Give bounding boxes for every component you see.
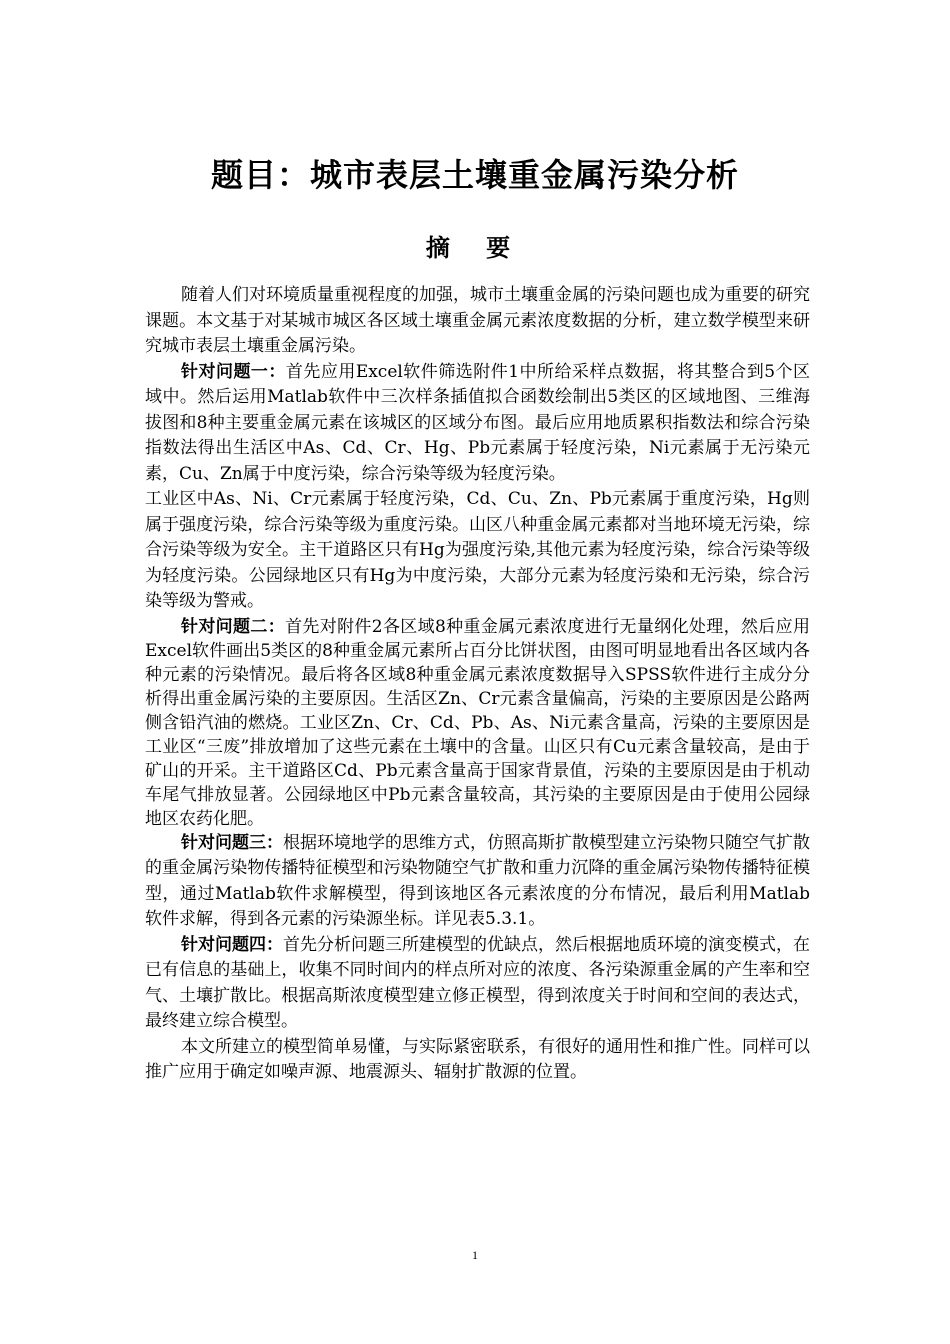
question-2-paragraph — [145, 615, 810, 831]
question-4-paragraph — [145, 933, 810, 1035]
abstract-heading: 摘 要 — [425, 234, 525, 262]
page-number: 1 — [472, 1248, 478, 1262]
question-1-lead: 针对问题一： — [181, 361, 286, 382]
question-1-paragraph — [145, 360, 810, 488]
question-4-lead: 针对问题四： — [181, 934, 283, 955]
intro-paragraph: 随着人们对环境质量重视程度的加强，城市土壤重金属的污染问题也成为重要的研究课题。本文基于对某城市城区各区域土壤重金属元素浓度数据的分析，建立数学模型来研究城市表层土壤重金属污染。 — [145, 285, 810, 356]
question-2-text: 首先对附件2各区域8种重金属元素浓度进行无量纲化处理，然后应用Excel软件画出5类区的8种重金属元素所占百分比饼状图，由图可明显地看出各区域内各种元素的污染情况。最后将各区域8种重金属元素浓度数据导入SPSS软件进行主成分分析得出重金属污染的主要原因。生活区Zn、Cr元素含量偏高，污染的主要原因是公路两侧含铅汽油的燃烧。工业区Zn、Cr、Cd、Pb、As、Ni元素含量高，污染的主要原因是工业区“三废”排放增加了这些元素在土壤中的含量。山区只有Cu元素含量较高，是由于矿山的开采。主干道路区Cd、Pb元素含量高于国家背景值，污染的主要原因是由于机动车尾气排放显著。公园绿地区中Pb元素含量较高，其污染的主要原因是由于使用公园绿地区农药化肥。 — [145, 616, 810, 829]
question-3-paragraph — [145, 831, 810, 933]
question-3-lead: 针对问题三： — [181, 832, 283, 853]
question-3-text: 根据环境地学的思维方式，仿照高斯扩散模型建立污染物只随空气扩散的重金属污染物传播特征模型和污染物随空气扩散和重力沉降的重金属污染物传播特征模型，通过Matlab软件求解模型，得到该地区各元素浓度的分布情况，最后利用Matlab软件求解，得到各元素的污染源坐标。详见表5.3.1。 — [145, 832, 810, 929]
document-title: 题目：城市表层土壤重金属污染分析 — [210, 156, 739, 194]
question-1-continuation: 工业区中As、Ni、Cr元素属于轻度污染，Cd、Cu、Zn、Pb元素属于重度污染，Hg则属于强度污染，综合污染等级为重度污染。山区八种重金属元素都对当地环境无污染，综合污染等级为安全。主干道路区只有Hg为强度污染,其他元素为轻度污染，综合污染等级为轻度污染。公园绿地区只有Hg为中度污染，大部分元素为轻度污染和无污染，综合污染等级为警戒。 — [145, 489, 810, 611]
abstract-body — [145, 283, 810, 1086]
question-4-text: 首先分析问题三所建模型的优缺点，然后根据地质环境的演变模式，在已有信息的基础上，收集不同时间内的样点所对应的浓度、各污染源重金属的产生率和空气、土壤扩散比。根据高斯浓度模型建立修正模型，得到浓度关于时间和空间的表达式，最终建立综合模型。 — [145, 934, 810, 1031]
closing-paragraph: 本文所建立的模型简单易懂，与实际紧密联系，有很好的通用性和推广性。同样可以推广应用于确定如噪声源、地震源头、辐射扩散源的位置。 — [145, 1036, 810, 1082]
question-2-lead: 针对问题二： — [181, 616, 286, 637]
question-1-text: 首先应用Excel软件筛选附件1中所给采样点数据，将其整合到5个区域中。然后运用Matlab软件中三次样条插值拟合函数绘制出5类区的区域地图、三维海拔图和8种主要重金属元素在该城区的区域分布图。最后应用地质累积指数法和综合污染指数法得出生活区中As、Cd、Cr、Hg、Pb元素属于轻度污染，Ni元素属于无污染元素，Cu、Zn属于中度污染，综合污染等级为轻度污染。 — [145, 361, 810, 484]
